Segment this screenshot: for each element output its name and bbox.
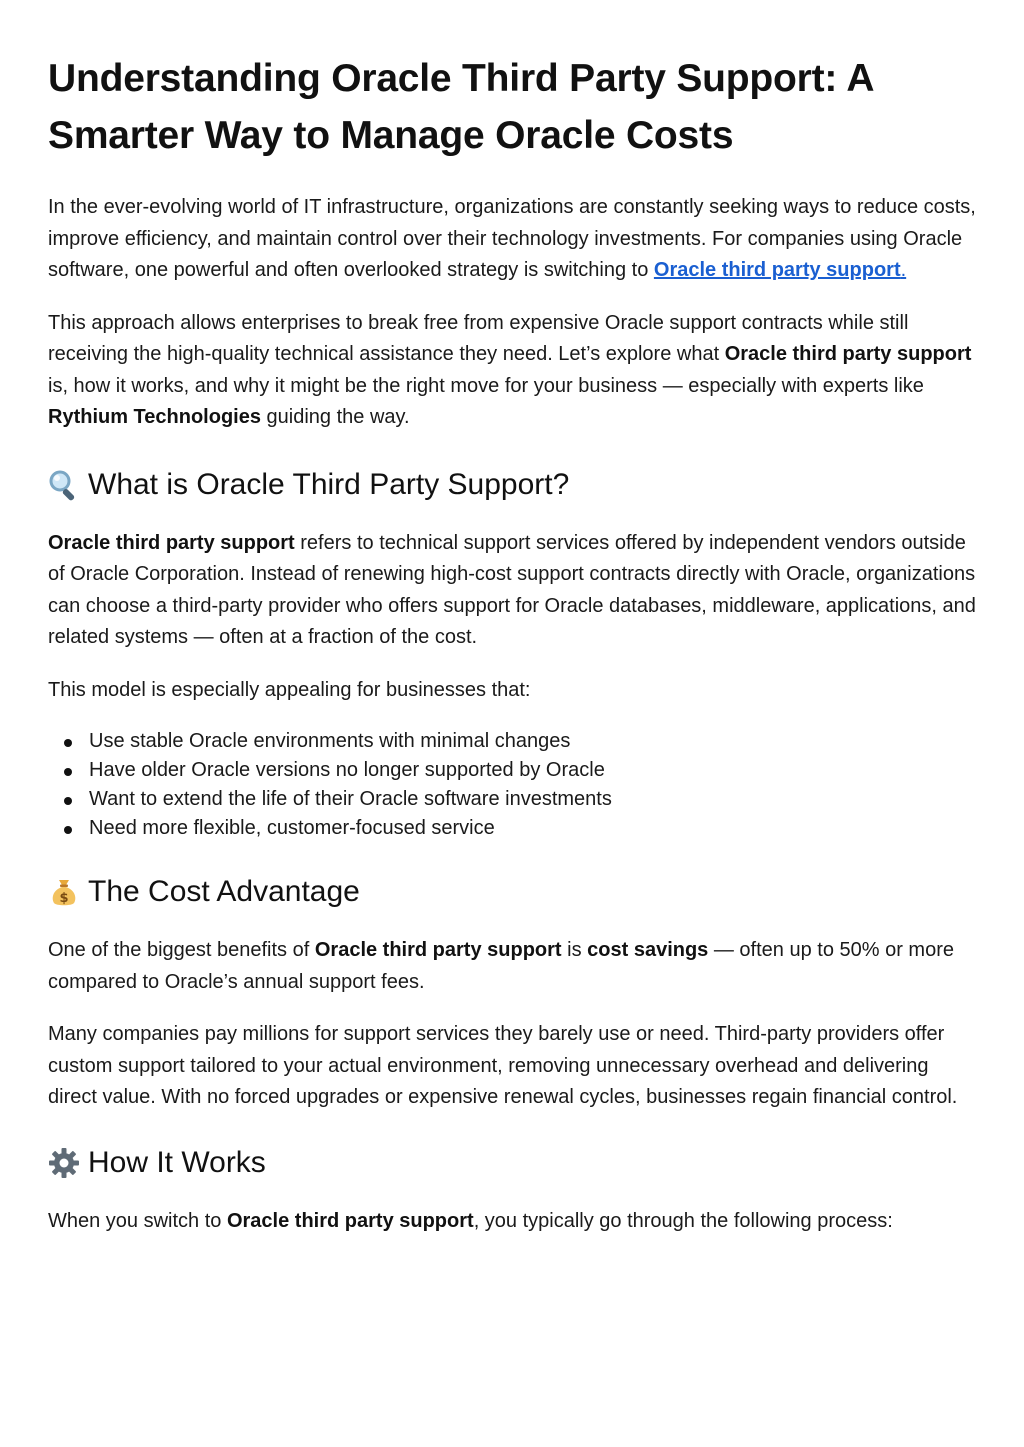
list-item-text: Have older Oracle versions no longer supported by Oracle [89,759,605,781]
gear-icon [48,1147,80,1179]
paragraph-text: When you switch to [48,1209,227,1232]
section2-paragraph-2: Many companies pay millions for support services they barely use or need. Third-party providers offer custom support tailored to your actual environment, removing unnecessary overhead and delivering direct value. With no forced upgrades or expensive renewal cycles, businesses regain financial control. [48,1023,958,1108]
list-item-text: Use stable Oracle environments with minimal changes [89,730,571,752]
section3-paragraph-1 [48,1206,978,1238]
bold-term: Oracle third party support [48,531,295,554]
bold-term: Oracle third party support [314,939,562,961]
section-heading-text: What is Oracle Third Party Support? [88,467,570,501]
svg-text:$: $ [59,891,69,906]
bullet-dot [64,739,72,747]
bullet-dot [64,797,72,805]
paragraph-text: is [561,939,588,961]
section1-paragraph-1 [48,528,978,654]
page-title: Understanding Oracle Third Party Support: A Smarter Way to Manage Oracle Costs [48,57,873,157]
list-item [48,814,978,843]
section-heading-cost-advantage [48,873,978,911]
bullet-dot [64,768,72,776]
section-heading-text: How It Works [88,1145,266,1179]
magnifying-glass-icon [48,469,80,501]
bold-term: Oracle third party support [724,343,972,365]
section-heading-text: The Cost Advantage [88,875,360,908]
paragraph-text: refers to technical support services offered by independent vendors outside of Oracle Corporation. Instead of renewing high-cost support contracts directly with Oracle, organizations can choose a third-party provider who offers support for Oracle databases, middleware, applications, and related systems — often at a fraction of the cost. [48,531,976,648]
oracle-third-party-support-link[interactable]: Oracle third party support [653,259,901,281]
money-bag-icon [48,876,80,908]
bullet-dot [64,826,72,834]
section-heading-how-it-works [48,1144,978,1182]
bold-term: cost savings [587,939,709,961]
section1-paragraph-2: This model is especially appealing for businesses that: [48,678,531,701]
intro-period: . [900,259,907,281]
paragraph-text: — often up to 50% or more compared to Oracle’s annual support fees. [48,939,954,993]
intro-text: In the ever-evolving world of IT infrastructure, organizations are constantly seeking ways to reduce costs, improve efficiency, and maintain control over their technology investments. For companies using Oracle software, one powerful and often overlooked strategy is switching to [48,196,976,281]
bullet-list [48,727,978,843]
list-item [48,727,978,756]
list-item [48,785,978,814]
intro-text: is, how it works, and why it might be the right move for your business — especially with experts like [48,374,924,397]
list-item-text: Need more flexible, customer-focused service [89,817,495,839]
intro-paragraph-2 [48,308,978,434]
section2-paragraph-1 [48,935,978,998]
company-name: Rythium Technologies [48,406,261,428]
bold-term: Oracle third party support [226,1209,474,1232]
list-item-text: Want to extend the life of their Oracle software investments [89,788,612,810]
section-heading-what-is [48,466,978,504]
intro-text: guiding the way. [260,406,410,428]
paragraph-text: One of the biggest benefits of [48,939,315,961]
paragraph-text: , you typically go through the following process: [473,1209,893,1232]
list-item [48,756,978,785]
intro-text: This approach allows enterprises to break free from expensive Oracle support contracts while still receiving the high-quality technical assistance they need. Let’s explore what [48,311,909,365]
article [48,50,978,1258]
intro-paragraph-1 [48,192,978,287]
